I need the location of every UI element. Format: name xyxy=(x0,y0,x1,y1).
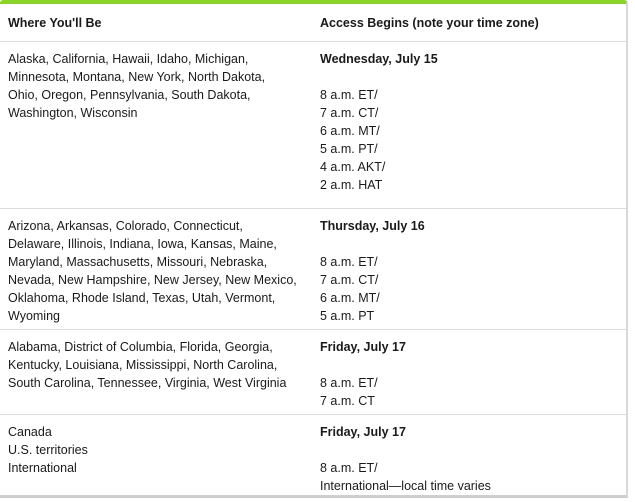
table-row xyxy=(0,330,626,415)
access-day: Wednesday, July 15 xyxy=(320,52,438,66)
location-item: U.S. territories xyxy=(8,443,88,457)
states-cell: Alabama, District of Columbia, Florida, Georgia, Kentucky, Louisiana, Mississippi, North Carolina, South Carolina, Tennessee, Virginia, West Virginia xyxy=(0,330,312,415)
access-day: Thursday, July 16 xyxy=(320,219,425,233)
access-day: Friday, July 17 xyxy=(320,340,406,354)
access-cell xyxy=(312,415,626,500)
header-where: Where You'll Be xyxy=(0,4,312,42)
access-time: 5 a.m. PT/ xyxy=(320,142,378,156)
access-time: 5 a.m. PT xyxy=(320,309,375,323)
access-time: 8 a.m. ET/ xyxy=(320,255,378,269)
table-header-row xyxy=(0,4,626,42)
location-item: International xyxy=(8,461,77,475)
table-row xyxy=(0,42,626,209)
access-time: 8 a.m. ET/ xyxy=(320,376,378,390)
access-time: International—local time varies xyxy=(320,479,491,493)
table-row xyxy=(0,209,626,330)
access-cell xyxy=(312,42,626,209)
access-time: 8 a.m. ET/ xyxy=(320,461,378,475)
access-schedule-table xyxy=(0,4,626,500)
location-item: Canada xyxy=(8,425,52,439)
access-time: 7 a.m. CT/ xyxy=(320,273,379,287)
states-cell: Alaska, California, Hawaii, Idaho, Michigan, Minnesota, Montana, New York, North Dakota, Ohio, Oregon, Pennsylvania, South Dakota, Washington, Wisconsin xyxy=(0,42,312,209)
table-row xyxy=(0,415,626,500)
access-time: 7 a.m. CT/ xyxy=(320,106,379,120)
access-time: 6 a.m. MT/ xyxy=(320,124,380,138)
access-cell xyxy=(312,330,626,415)
access-time: 7 a.m. CT xyxy=(320,394,375,408)
access-time: 8 a.m. ET/ xyxy=(320,88,378,102)
states-cell: Arizona, Arkansas, Colorado, Connecticut, Delaware, Illinois, Indiana, Iowa, Kansas, Maine, Maryland, Massachusetts, Missouri, Nebraska, Nevada, New Hampshire, New Jersey, New Mexico, Oklahoma, Rhode Island, Texas, Utah, Vermont, Wyoming xyxy=(0,209,312,330)
header-access: Access Begins (note your time zone) xyxy=(312,4,626,42)
access-time: 6 a.m. MT/ xyxy=(320,291,380,305)
access-cell xyxy=(312,209,626,330)
locations-cell xyxy=(0,415,312,500)
access-time: 4 a.m. AKT/ xyxy=(320,160,386,174)
access-time: 2 a.m. HAT xyxy=(320,178,383,192)
access-day: Friday, July 17 xyxy=(320,425,406,439)
